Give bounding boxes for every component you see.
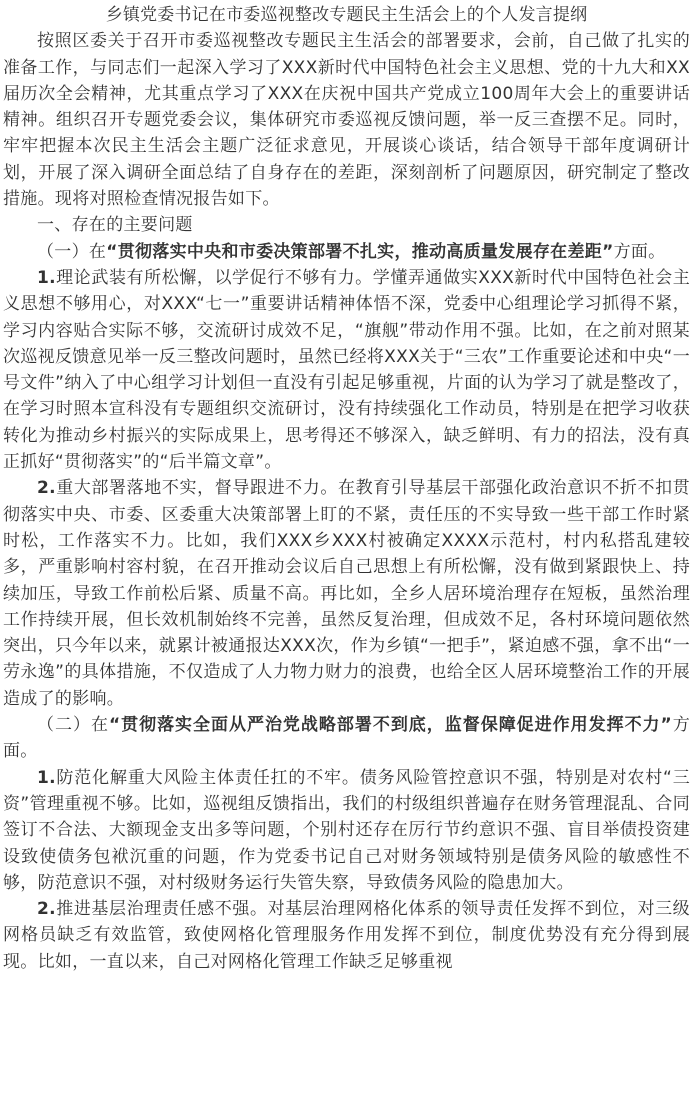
subsection-2-quote-close: ”	[660, 715, 673, 736]
intro-paragraph: 按照区委关于召开市委巡视整改专题民主生活会的部署要求，会前，自己做了扎实的准备工作，与同志们一起深入学习了XXX新时代中国特色社会主义思想、党的十九大和XX届历次全会精神，尤其重点学习了XXX在庆祝中国共产党成立100周年大会上的重要讲话精神。组织召开专题党委会议，集体研究市委巡视反馈问题，举一反三查摆不足。同时，牢牢把握本次民主生活会主题广泛征求意见，开展谈心谈话，结合领导干部年度调研计划，开展了深入调研全面总结了自身存在的差距，深刻剖析了问题原因，研究制定了整改措施。现将对照检查情况报告如下。	[3, 31, 690, 210]
item-paragraph	[3, 265, 690, 475]
subsection-1-quote-close: ”	[602, 241, 614, 262]
item-number: 2.	[37, 478, 56, 499]
item-text: 防范化解重大风险主体责任扛的不牢。债务风险管控意识不强，特别是对农村“三资”管理重视不够。比如，巡视组反馈指出，我们的村级组织普遍存在财务管理混乱、合同签订不合法、大额现金支出多等问题，个别村还存在厉行节约意识不强、盲目举债投资建设致使债务包袱沉重的问题，作为党委书记自己对财务领域特别是债务风险的敏感性不够，防范意识不强，对村级财务运行失管失察，导致债务风险的隐患加大。	[3, 767, 690, 893]
subsection-heading-2	[3, 712, 690, 765]
item-text: 推进基层治理责任感不强。对基层治理网格化体系的领导责任发挥不到位，对三级网格员缺乏有效监管，致使网格化管理服务作用发挥不到位，制度优势没有充分得到展现。比如，一直以来，自己对网格化管理工作缺乏足够重视	[3, 899, 690, 972]
section-heading-problems: 一、存在的主要问题	[37, 215, 193, 236]
subsection-1-prefix: （一）在	[37, 241, 107, 262]
subsection-1-text: 贯彻落实中央和市委决策部署不扎实，推动高质量发展存在差距	[117, 241, 603, 262]
item-number: 1.	[37, 267, 56, 288]
subsection-2-text: 贯彻落实全面从严治党战略部署不到底，监督保障促进作用发挥不力	[120, 715, 661, 736]
subsection-1-suffix: 方面。	[613, 241, 666, 262]
subsection-2-quote-open: “	[108, 715, 121, 736]
subsection-heading-1	[3, 239, 690, 265]
item-text: 理论武装有所松懈，以学促行不够有力。学懂弄通做实XXX新时代中国特色社会主义思想不够用心，对XXX“七一”重要讲话精神体悟不深，党委中心组理论学习抓得不紧，学习内容贴合实际不够，交流研讨成效不足，“旗舰”带动作用不强。比如，在之前对照某次巡视反馈意见举一反三整改问题时，虽然已经将XXX关于“三农”工作重要论述和中央“一号文件”纳入了中心组学习计划但一直没有引起足够重视，片面的认为学习了就是整改了，在学习时照本宣科没有专题组织交流研讨，没有持续强化工作动员，特别是在把学习收获转化为推动乡村振兴的实际成果上，思考得还不够深入，缺乏鲜明、有力的招法，没有真正抓好“贯彻落实”的“后半篇文章”。	[3, 267, 690, 473]
item-paragraph	[3, 896, 690, 975]
subsection-2-suffix: 方面。	[3, 715, 690, 762]
item-paragraph	[3, 765, 690, 896]
subsection-1-quote-open: “	[106, 241, 118, 262]
item-text: 重大部署落地不实，督导跟进不力。在教育引导基层干部强化政治意识不折不扣贯彻落实中央、市委、区委重大决策部署上盯的不紧，责任压的不实导致一些干部工作时紧时松，工作落实不力。比如，我们XXX乡XXX村被确定XXXX示范村，村内私搭乱建较多，严重影响村容村貌，在召开推动会议后自己思想上有所松懈，没有做到紧跟快上、持续加压，导致工作前松后紧、质量不高。再比如，全乡人居环境治理存在短板，虽然治理工作持续开展，但长效机制始终不完善，虽然反复治理，但成效不足，各村环境问题依然突出，只今年以来，就累计被通报达XXX次，作为乡镇“一把手”，紧迫感不强，拿不出“一劳永逸”的具体措施，不仅造成了人力物力财力的浪费，也给全区人居环境整治工作的开展造成了的影响。	[3, 478, 690, 709]
item-number: 2.	[37, 899, 56, 920]
subsection-2-prefix: （二）在	[37, 715, 109, 736]
item-number: 1.	[37, 767, 56, 788]
item-paragraph	[3, 475, 690, 712]
document-title: 乡镇党委书记在市委巡视整改专题民主生活会上的个人发言提纲	[105, 5, 588, 25]
